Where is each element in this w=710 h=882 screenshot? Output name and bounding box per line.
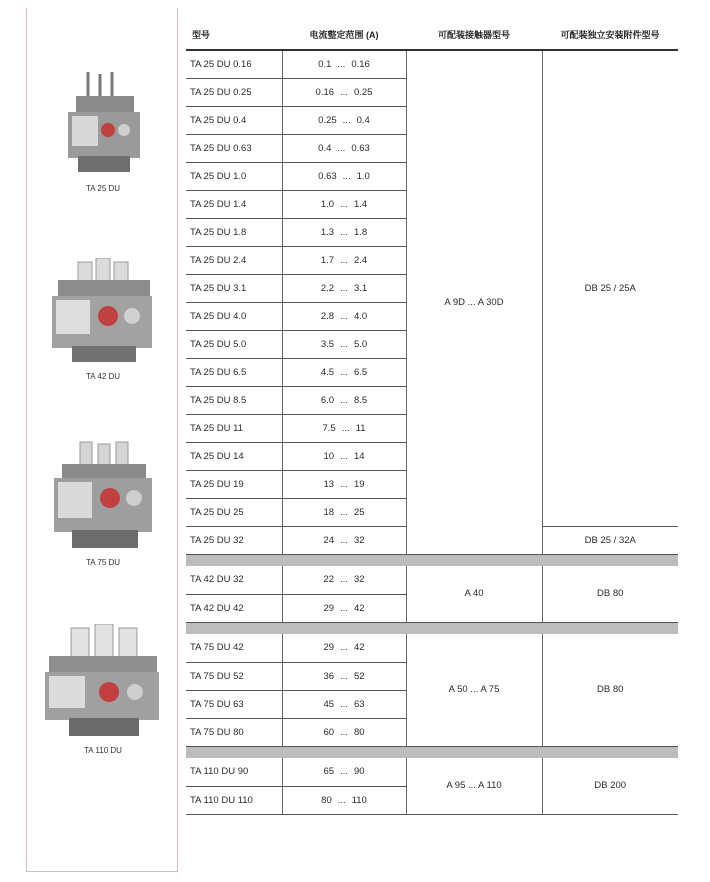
current-range-cell xyxy=(282,690,406,718)
range-dots: ... xyxy=(340,670,348,682)
model-cell: TA 25 DU 19 xyxy=(186,470,282,498)
range-min: 60 xyxy=(323,726,335,738)
accessory-cell: DB 25 / 32A xyxy=(542,526,678,554)
range-dots: ... xyxy=(340,602,348,614)
contactor-cell: A 50 ... A 75 xyxy=(406,634,542,746)
range-dots: ... xyxy=(340,394,348,406)
range-max: 0.4 xyxy=(356,114,370,126)
model-cell: TA 25 DU 3.1 xyxy=(186,274,282,302)
current-range-cell xyxy=(282,386,406,414)
range-dots: ... xyxy=(342,114,351,126)
group-separator xyxy=(186,554,678,566)
relay-ta42-icon xyxy=(48,258,158,368)
current-range-cell xyxy=(282,78,406,106)
range-min: 13 xyxy=(323,478,335,490)
model-cell: TA 25 DU 2.4 xyxy=(186,246,282,274)
range-dots: ... xyxy=(340,698,348,710)
range-min: 0.4 xyxy=(318,142,332,154)
header-accessory: 可配装独立安装附件型号 xyxy=(542,20,678,50)
table-row xyxy=(186,50,678,78)
current-range-cell xyxy=(282,786,406,814)
range-min: 45 xyxy=(323,698,335,710)
relay-ta110-icon xyxy=(43,624,163,742)
range-dots: ... xyxy=(340,726,348,738)
model-cell: TA 25 DU 14 xyxy=(186,442,282,470)
model-cell: TA 25 DU 0.63 xyxy=(186,134,282,162)
current-range-cell xyxy=(282,162,406,190)
range-max: 42 xyxy=(353,642,365,654)
model-cell: TA 42 DU 42 xyxy=(186,594,282,622)
range-max: 52 xyxy=(353,670,365,682)
model-cell: TA 110 DU 110 xyxy=(186,786,282,814)
current-range-cell xyxy=(282,302,406,330)
model-cell: TA 25 DU 0.16 xyxy=(186,50,282,78)
range-dots: ... xyxy=(340,642,348,654)
range-dots: ... xyxy=(340,574,348,586)
range-min: 1.7 xyxy=(320,254,335,266)
current-range-cell xyxy=(282,330,406,358)
range-max: 63 xyxy=(353,698,365,710)
model-cell: TA 25 DU 6.5 xyxy=(186,358,282,386)
range-min: 0.25 xyxy=(318,114,337,126)
caption-ta42: TA 42 DU xyxy=(85,372,121,381)
current-range-cell xyxy=(282,662,406,690)
range-max: 80 xyxy=(353,726,365,738)
range-max: 8.5 xyxy=(353,394,368,406)
product-ta42 xyxy=(43,258,163,381)
model-cell: TA 75 DU 42 xyxy=(186,634,282,662)
model-cell: TA 25 DU 0.25 xyxy=(186,78,282,106)
current-range-cell xyxy=(282,442,406,470)
range-min: 18 xyxy=(323,506,335,518)
contactor-cell: A 95 ... A 110 xyxy=(406,758,542,814)
table-body xyxy=(186,50,678,814)
accessory-cell: DB 25 / 25A xyxy=(542,50,678,526)
range-max: 42 xyxy=(353,602,365,614)
range-dots: ... xyxy=(340,450,348,462)
current-range-cell xyxy=(282,758,406,786)
current-range-cell xyxy=(282,594,406,622)
range-max: 0.63 xyxy=(351,142,370,154)
current-range-cell xyxy=(282,358,406,386)
range-max: 1.0 xyxy=(356,170,370,182)
range-dots: ... xyxy=(337,142,346,154)
current-range-cell xyxy=(282,106,406,134)
range-min: 2.8 xyxy=(320,310,335,322)
caption-ta110: TA 110 DU xyxy=(84,746,122,755)
accessory-cell: DB 80 xyxy=(542,634,678,746)
range-max: 90 xyxy=(353,766,365,778)
model-cell: TA 75 DU 63 xyxy=(186,690,282,718)
range-max: 5.0 xyxy=(353,338,368,350)
range-min: 3.5 xyxy=(320,338,335,350)
range-min: 36 xyxy=(323,670,335,682)
range-min: 22 xyxy=(323,574,335,586)
model-cell: TA 75 DU 80 xyxy=(186,718,282,746)
range-dots: ... xyxy=(340,254,348,266)
current-range-cell xyxy=(282,498,406,526)
range-min: 7.5 xyxy=(322,422,336,434)
table-row xyxy=(186,566,678,594)
current-range-cell xyxy=(282,246,406,274)
contactor-cell: A 9D ... A 30D xyxy=(406,50,542,554)
range-min: 10 xyxy=(323,450,335,462)
current-range-cell xyxy=(282,218,406,246)
range-min: 24 xyxy=(323,534,335,546)
model-cell: TA 25 DU 1.4 xyxy=(186,190,282,218)
group-separator xyxy=(186,622,678,634)
table-row xyxy=(186,634,678,662)
range-min: 0.1 xyxy=(318,58,332,70)
current-range-cell xyxy=(282,134,406,162)
caption-ta25: TA 25 DU xyxy=(85,184,121,193)
accessory-cell: DB 80 xyxy=(542,566,678,622)
model-cell: TA 75 DU 52 xyxy=(186,662,282,690)
table-header-row xyxy=(186,20,678,50)
current-range-cell xyxy=(282,566,406,594)
current-range-cell xyxy=(282,274,406,302)
range-dots: ... xyxy=(340,766,348,778)
header-current-range: 电流整定范围 (A) xyxy=(282,20,406,50)
range-min: 6.0 xyxy=(320,394,335,406)
range-max: 0.25 xyxy=(353,86,373,98)
range-max: 1.8 xyxy=(353,226,368,238)
model-cell: TA 42 DU 32 xyxy=(186,566,282,594)
model-cell: TA 25 DU 25 xyxy=(186,498,282,526)
range-min: 4.5 xyxy=(320,366,335,378)
range-max: 19 xyxy=(353,478,365,490)
range-max: 3.1 xyxy=(353,282,368,294)
model-cell: TA 25 DU 32 xyxy=(186,526,282,554)
range-max: 14 xyxy=(353,450,365,462)
product-image-panel xyxy=(26,8,178,872)
range-dots: ... xyxy=(337,58,346,70)
range-dots: ... xyxy=(340,478,348,490)
product-ta75 xyxy=(43,440,163,567)
relay-ta25-icon xyxy=(58,70,148,180)
model-cell: TA 110 DU 90 xyxy=(186,758,282,786)
range-min: 2.2 xyxy=(320,282,335,294)
range-max: 0.16 xyxy=(351,58,370,70)
range-max: 4.0 xyxy=(353,310,368,322)
model-cell: TA 25 DU 0.4 xyxy=(186,106,282,134)
model-cell: TA 25 DU 4.0 xyxy=(186,302,282,330)
relay-ta75-icon xyxy=(48,440,158,554)
range-dots: ... xyxy=(340,338,348,350)
current-range-cell xyxy=(282,634,406,662)
range-dots: ... xyxy=(340,534,348,546)
current-range-cell xyxy=(282,414,406,442)
range-max: 32 xyxy=(353,574,365,586)
contactor-cell: A 40 xyxy=(406,566,542,622)
range-min: 0.63 xyxy=(318,170,337,182)
range-dots: ... xyxy=(340,86,348,98)
range-dots: ... xyxy=(340,506,348,518)
model-cell: TA 25 DU 1.0 xyxy=(186,162,282,190)
range-dots: ... xyxy=(340,282,348,294)
header-model: 型号 xyxy=(186,20,282,50)
current-range-cell xyxy=(282,190,406,218)
range-dots: ... xyxy=(340,310,348,322)
header-contactor: 可配装接触器型号 xyxy=(406,20,542,50)
group-separator xyxy=(186,746,678,758)
model-cell: TA 25 DU 5.0 xyxy=(186,330,282,358)
current-range-cell xyxy=(282,470,406,498)
model-cell: TA 25 DU 1.8 xyxy=(186,218,282,246)
product-ta25 xyxy=(43,70,163,193)
model-cell: TA 25 DU 11 xyxy=(186,414,282,442)
range-max: 6.5 xyxy=(353,366,368,378)
range-min: 0.16 xyxy=(315,86,335,98)
range-max: 110 xyxy=(351,794,367,806)
range-max: 2.4 xyxy=(353,254,368,266)
range-max: 11 xyxy=(355,422,366,434)
model-cell: TA 25 DU 8.5 xyxy=(186,386,282,414)
range-min: 65 xyxy=(323,766,335,778)
accessory-cell: DB 200 xyxy=(542,758,678,814)
range-max: 32 xyxy=(353,534,365,546)
caption-ta75: TA 75 DU xyxy=(85,558,121,567)
range-dots: ... xyxy=(342,170,351,182)
range-dots: ... xyxy=(340,366,348,378)
range-min: 29 xyxy=(323,602,335,614)
current-range-cell xyxy=(282,526,406,554)
range-min: 1.0 xyxy=(320,198,335,210)
product-ta110 xyxy=(43,624,163,755)
range-max: 1.4 xyxy=(353,198,368,210)
range-min: 1.3 xyxy=(320,226,335,238)
current-range-cell xyxy=(282,50,406,78)
range-dots: ... xyxy=(340,226,348,238)
range-min: 80 xyxy=(321,794,332,806)
range-min: 29 xyxy=(323,642,335,654)
range-dots: ... xyxy=(340,198,348,210)
range-max: 25 xyxy=(353,506,365,518)
spec-table xyxy=(186,20,678,815)
range-dots: ... xyxy=(341,422,350,434)
range-dots: ... xyxy=(337,794,346,806)
table-row xyxy=(186,758,678,786)
current-range-cell xyxy=(282,718,406,746)
